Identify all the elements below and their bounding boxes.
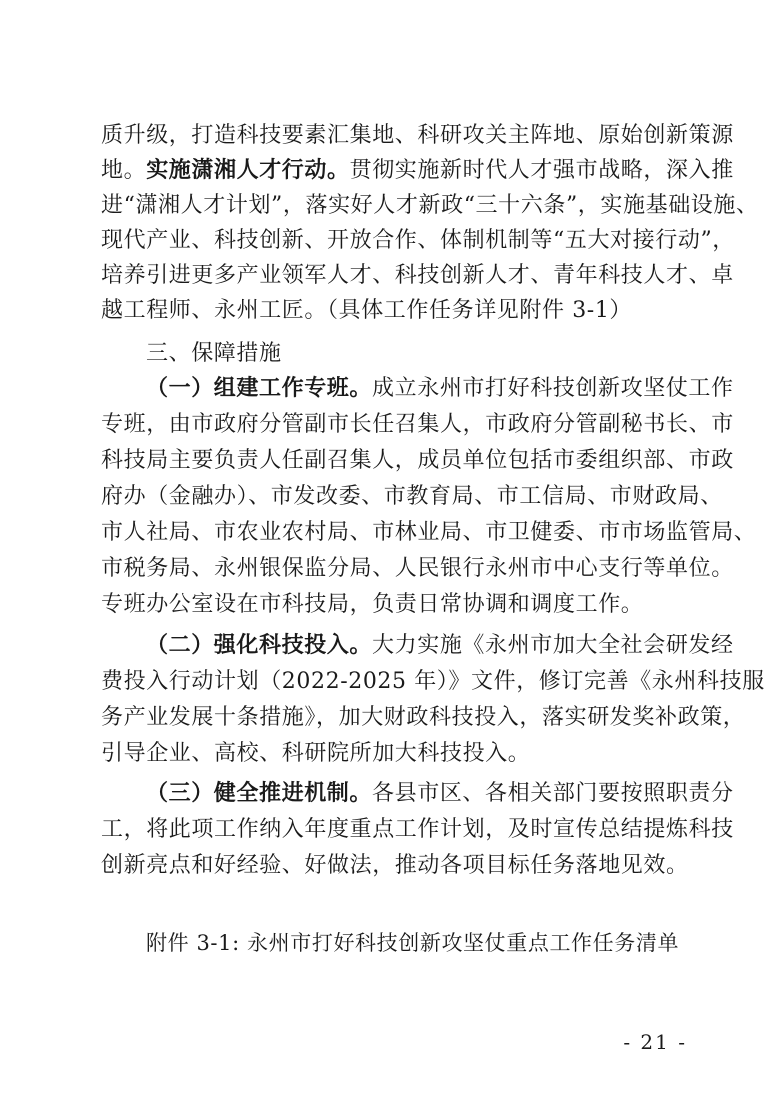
inline-heading: （一）组建工作专班。 bbox=[146, 376, 373, 401]
paragraph-line: 科技局主要负责人任副召集人，成员单位包括市委组织部、市政 bbox=[101, 448, 734, 473]
attachment-title: 附件 3-1: 永州市打好科技创新攻坚仗重点工作任务清单 bbox=[146, 931, 680, 955]
paragraph-line: 费投入行动计划（2022-2025 年）》文件，修订完善《永州科技服 bbox=[101, 669, 765, 694]
paragraph-line: 质升级，打造科技要素汇集地、科研攻关主阵地、原始创新策源 bbox=[101, 123, 734, 148]
paragraph-line bbox=[146, 630, 734, 662]
paragraph-line: 工，将此项工作纳入年度重点工作计划，及时宣传总结提炼科技 bbox=[101, 817, 734, 842]
paragraph-text: 成立永州市打好科技创新攻坚仗工作 bbox=[372, 376, 734, 401]
paragraph-text: 贯彻实施新时代人才强市战略，深入推 bbox=[349, 158, 734, 183]
paragraph-line: 进“潇湘人才计划”，落实好人才新政“三十六条”，实施基础设施、 bbox=[101, 193, 759, 218]
paragraph-line: 专班，由市政府分管副市长任召集人，市政府分管副秘书长、市 bbox=[101, 412, 734, 437]
paragraph-line bbox=[146, 373, 734, 405]
paragraph-text: 各县市区、各相关部门要按照职责分 bbox=[372, 781, 734, 806]
paragraph-line bbox=[146, 778, 734, 810]
page-number: - 21 - bbox=[623, 1030, 687, 1054]
paragraph-line: 专班办公室设在市科技局，负责日常协调和调度工作。 bbox=[101, 592, 644, 617]
inline-heading: （二）强化科技投入。 bbox=[146, 633, 373, 658]
paragraph-line: 创新亮点和好经验、好做法，推动各项目标任务落地见效。 bbox=[101, 853, 689, 878]
section-heading: 三、保障措施 bbox=[146, 341, 282, 366]
paragraph-line: 培养引进更多产业领军人才、科技创新人才、青年科技人才、卓 bbox=[101, 263, 734, 288]
paragraph-text: 大力实施《永州市加大全社会研发经 bbox=[372, 633, 734, 658]
paragraph-line: 现代产业、科技创新、开放合作、体制机制等“五大对接行动”， bbox=[101, 228, 735, 253]
paragraph-line: 府办（金融办）、市发改委、市教育局、市工信局、市财政局、 bbox=[101, 484, 723, 509]
paragraph-line: 引导企业、高校、科研院所加大科技投入。 bbox=[101, 741, 531, 766]
paragraph-line: 越工程师、永州工匠。（具体工作任务详见附件 3-1） bbox=[101, 298, 633, 323]
paragraph-text: 地。 bbox=[101, 158, 147, 183]
inline-heading: 实施潇湘人才行动。 bbox=[146, 158, 350, 183]
inline-heading: （三）健全推进机制。 bbox=[146, 781, 373, 806]
paragraph-line: 市人社局、市农业农村局、市林业局、市卫健委、市市场监管局、 bbox=[101, 520, 757, 545]
paragraph-line bbox=[101, 155, 734, 187]
paragraph-line: 务产业发展十条措施》，加大财政科技投入，落实研发奖补政策， bbox=[101, 705, 746, 730]
paragraph-line: 市税务局、永州银保监分局、人民银行永州市中心支行等单位。 bbox=[101, 556, 734, 581]
